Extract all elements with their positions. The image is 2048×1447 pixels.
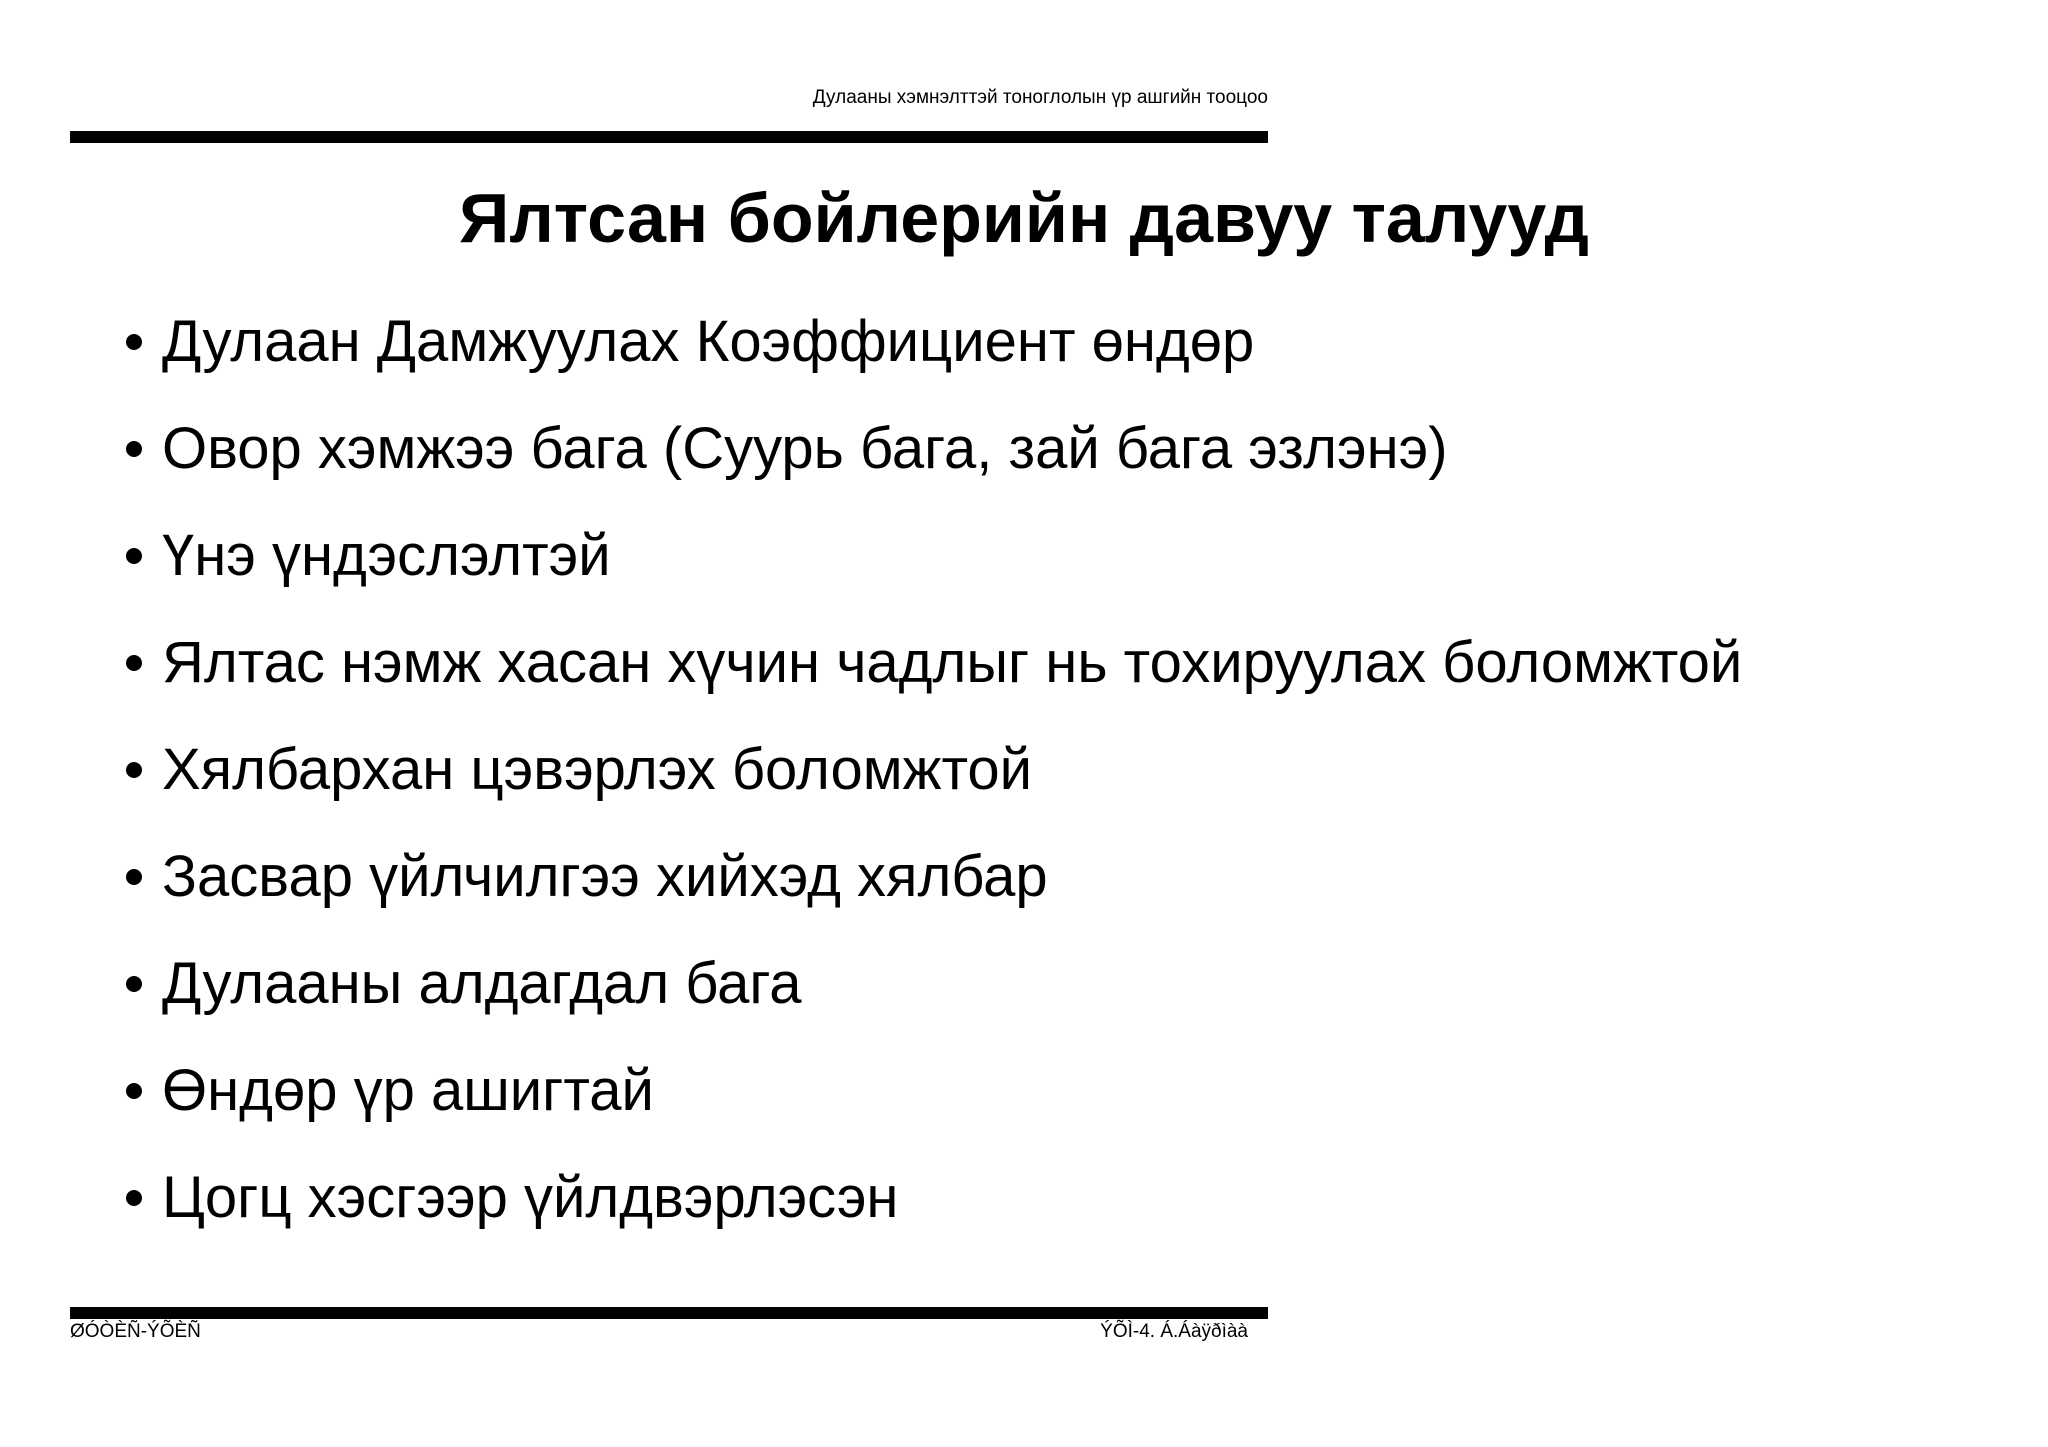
bullet-icon [126, 548, 142, 564]
list-item [120, 716, 1742, 823]
bullet-text: Хялбархан цэвэрлэх боломжтой [162, 736, 1033, 802]
list-item [120, 823, 1742, 930]
bullet-icon [126, 1083, 142, 1099]
bullet-text: Дулааны алдагдал бага [162, 950, 802, 1016]
bullet-icon [126, 441, 142, 457]
bullet-icon [126, 976, 142, 992]
footer-right-text: ÝÕÌ-4. Á.Áàÿðìàà [1100, 1321, 1248, 1342]
bullet-text: Ялтас нэмж хасан хүчин чадлыг нь тохируулах боломжтой [162, 629, 1743, 695]
running-header: Дулааны хэмнэлттэй тоноглолын үр ашгийн тооцоо [812, 87, 1268, 108]
bullet-icon [126, 1190, 142, 1206]
list-item [120, 1037, 1742, 1144]
list-item [120, 609, 1742, 716]
list-item [120, 502, 1742, 609]
bullet-text: Үнэ үндэслэлтэй [162, 522, 611, 588]
bullet-icon [126, 655, 142, 671]
list-item [120, 395, 1742, 502]
list-item [120, 288, 1742, 395]
slide-title: Ялтсан бойлерийн давуу талууд [459, 179, 1589, 257]
bullet-text: Цогц хэсгээр үйлдвэрлэсэн [162, 1164, 899, 1230]
bullet-list [120, 288, 1742, 1251]
header-rule [70, 131, 1268, 143]
bullet-icon [126, 869, 142, 885]
bullet-text: Засвар үйлчилгээ хийхэд хялбар [162, 843, 1048, 909]
bullet-text: Өндөр үр ашигтай [162, 1057, 654, 1123]
footer-left-text: ØÓÒÈÑ-ÝÕÈÑ [70, 1321, 201, 1342]
bullet-text: Овор хэмжээ бага (Суурь бага, зай бага эзлэнэ) [162, 415, 1448, 481]
bullet-text: Дулаан Дамжуулах Коэффициент өндөр [162, 308, 1255, 374]
bullet-icon [126, 334, 142, 350]
list-item [120, 1144, 1742, 1251]
list-item [120, 930, 1742, 1037]
bullet-icon [126, 762, 142, 778]
footer-rule [70, 1307, 1268, 1319]
